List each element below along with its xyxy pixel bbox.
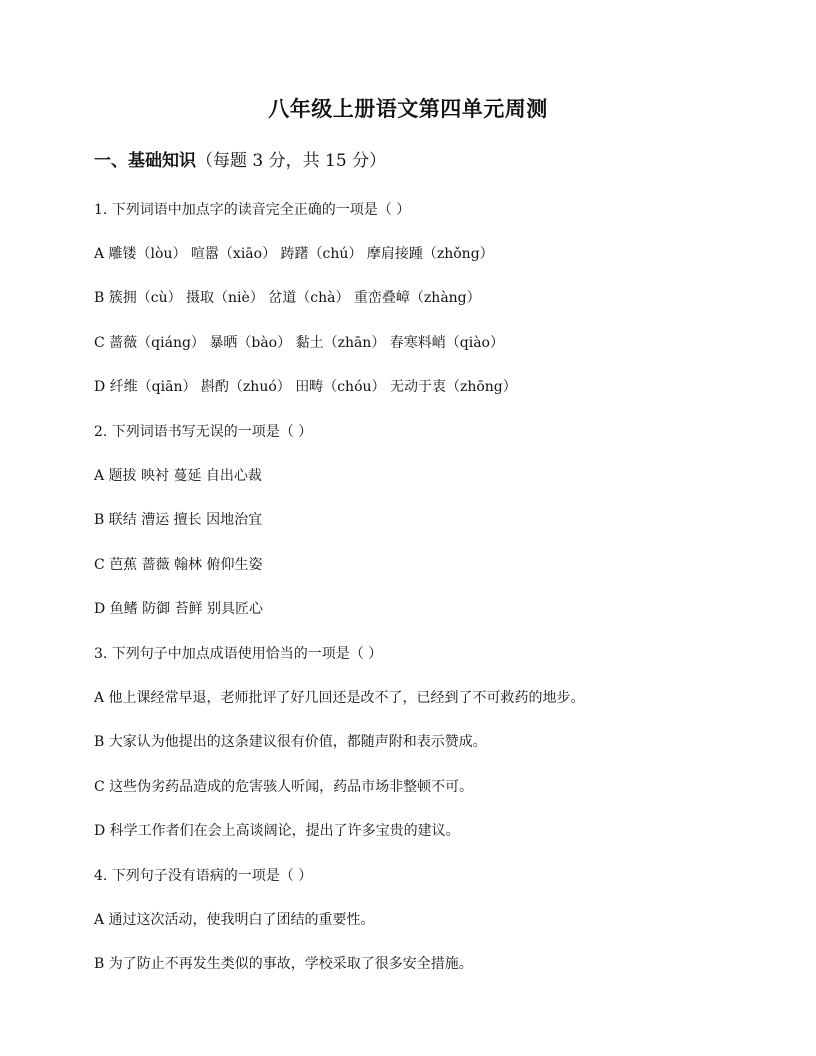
question-2-option-c: C 芭蕉 蔷薇 翰林 俯仰生姿 [94, 557, 263, 573]
question-2-option-a: A 题拔 映衬 蔓延 自出心裁 [94, 468, 262, 484]
question-2-option-b: B 联结 漕运 擅长 因地治宜 [94, 512, 263, 528]
section-heading-label: 一、基础知识 [94, 151, 196, 171]
question-1: 1. 下列词语中加点字的读音完全正确的一项是（ ） [94, 202, 411, 218]
question-4: 4. 下列句子没有语病的一项是（ ） [94, 868, 313, 884]
question-3-option-d: D 科学工作者们在会上高谈阔论，提出了许多宝贵的建议。 [94, 823, 460, 839]
question-4-option-a: A 通过这次活动，使我明白了团结的重要性。 [94, 912, 375, 928]
question-3-option-b: B 大家认为他提出的这条建议很有价值，都随声附和表示赞成。 [94, 734, 487, 750]
section-heading [94, 150, 386, 172]
question-1-option-b: B 簇拥（cù） 摄取（niè） 岔道（chà） 重峦叠嶂（zhàng） [94, 290, 481, 306]
question-3-option-a: A 他上课经常早退，老师批评了好几回还是改不了，已经到了不可救药的地步。 [94, 690, 585, 706]
question-3-option-c: C 这些伪劣药品造成的危害骇人听闻，药品市场非整顿不可。 [94, 779, 474, 795]
question-1-option-c: C 蔷薇（qiáng） 暴晒（bào） 黏土（zhān） 春寒料峭（qiào） [94, 335, 504, 351]
question-1-option-d: D 纤维（qiān） 斟酌（zhuó） 田畴（chóu） 无动于衷（zhōng） [94, 379, 517, 395]
section-heading-note: （每题 3 分，共 15 分） [196, 151, 387, 171]
question-4-option-b: B 为了防止不再发生类似的事故，学校采取了很多安全措施。 [94, 956, 473, 972]
question-1-option-a: A 雕镂（lòu） 喧嚣（xiāo） 踌躇（chú） 摩肩接踵（zhǒng） [94, 246, 494, 262]
page-title: 八年级上册语文第四单元周测 [268, 96, 548, 121]
question-2: 2. 下列词语书写无误的一项是（ ） [94, 424, 313, 440]
question-2-option-d: D 鱼鳍 防御 苔鲜 别具匠心 [94, 601, 264, 617]
question-3: 3. 下列句子中加点成语使用恰当的一项是（ ） [94, 646, 383, 662]
